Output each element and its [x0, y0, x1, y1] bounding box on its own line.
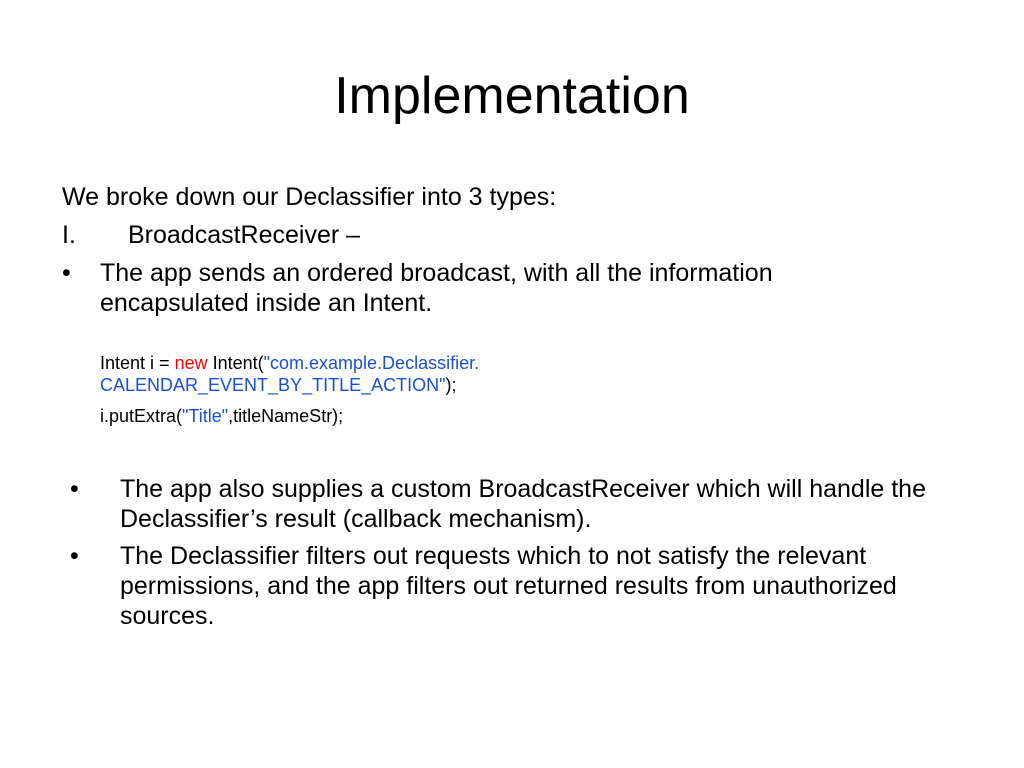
bullet-item-3	[70, 541, 970, 633]
bullet-text: The Declassifier filters out requests which to not satisfy the relevant permissions, and the app filters out returned results from unauthorized sources.	[120, 542, 897, 630]
intro-text: We broke down our Declassifier into 3 types:	[62, 183, 557, 211]
code-text: Intent i =	[100, 353, 175, 373]
bullet-item-1	[62, 258, 922, 320]
code-string: CALENDAR_EVENT_BY_TITLE_ACTION"	[100, 375, 446, 395]
code-text: ,titleNameStr);	[228, 406, 344, 426]
slide-title: Implementation	[334, 67, 690, 125]
code-text: i.putExtra(	[100, 406, 183, 426]
code-string: "com.example.Declassifier.	[263, 353, 480, 373]
code-line-3	[100, 405, 343, 427]
bullet-text: The app sends an ordered broadcast, with all the information encapsulated inside an Intent.	[100, 259, 773, 317]
numbered-item	[62, 220, 360, 250]
code-line-2	[100, 374, 457, 396]
bullet-marker: •	[62, 259, 71, 287]
bullet-item-2	[70, 474, 970, 536]
code-text: );	[445, 375, 457, 395]
bullet-marker: •	[70, 475, 79, 503]
code-keyword: new	[174, 353, 208, 373]
numbered-item-text: BroadcastReceiver –	[128, 221, 361, 249]
code-line-1	[100, 352, 479, 374]
bullet-marker: •	[70, 542, 79, 570]
bullet-text: The app also supplies a custom BroadcastReceiver which will handle the Declassifier’s result (callback mechanism).	[120, 475, 926, 533]
numbered-item-number: I.	[62, 221, 76, 249]
code-string: "Title"	[182, 406, 229, 426]
code-text: Intent(	[207, 353, 264, 373]
